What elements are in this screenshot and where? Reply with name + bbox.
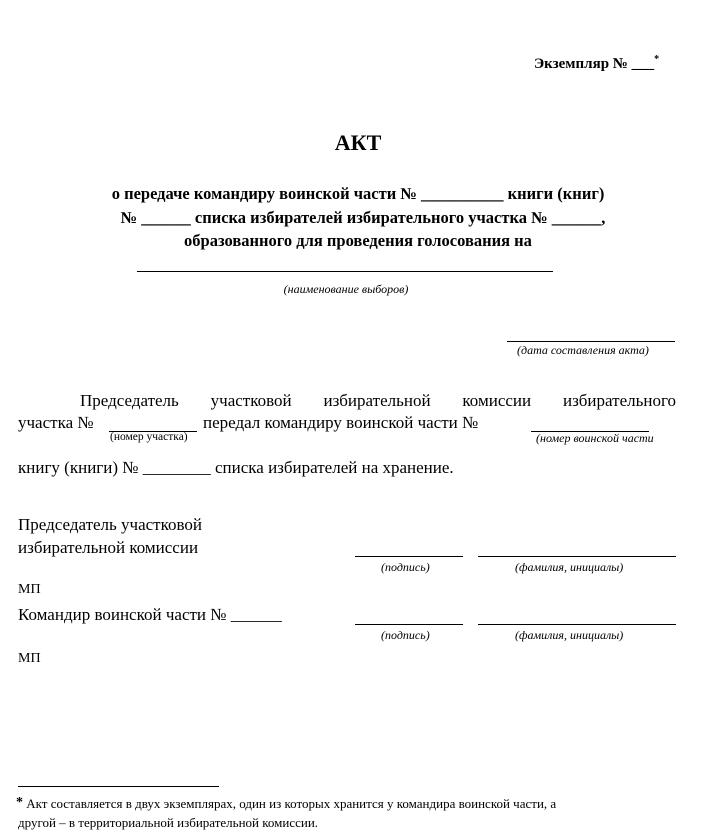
footnote-mark: *	[16, 795, 23, 810]
unit-number-caption: (номер воинской части	[536, 431, 654, 445]
footnote-separator	[18, 786, 219, 787]
commander-signature-line	[355, 624, 463, 625]
footnote-line-2: другой – в территориальной избирательной комиссии.	[18, 815, 319, 830]
elections-name-line	[137, 271, 553, 272]
stamp-place-2: МП	[18, 651, 41, 666]
subtitle-line-3: образованного для проведения голосования на	[184, 231, 532, 250]
date-caption: (дата составления акта)	[517, 343, 649, 357]
subtitle-line-1: о передаче командиру воинской части № __________ книги (книг)	[111, 184, 605, 203]
commander-name-caption: (фамилия, инициалы)	[515, 628, 624, 642]
date-line	[507, 341, 675, 342]
commander-signature-caption: (подпись)	[381, 628, 430, 642]
footnote-text-1: Акт составляется в двух экземплярах, один из которых хранится у командира воинской части, а	[26, 796, 557, 811]
copy-number-label: Экземпляр № ___	[534, 56, 655, 72]
paragraph-line-2-middle: передал командиру воинской части №	[203, 413, 479, 432]
chairman-signature-caption: (подпись)	[381, 560, 430, 574]
paragraph-line-2-start: участка №	[18, 413, 94, 432]
stamp-place-1: МП	[18, 582, 41, 597]
commander-name-line	[478, 624, 676, 625]
precinct-number-caption: (номер участка)	[110, 431, 188, 443]
copy-number-footnote-mark: *	[654, 54, 660, 65]
commander-label: Командир воинской части № ______	[18, 605, 282, 624]
copy-number	[534, 54, 659, 73]
chairman-signature-line	[355, 556, 463, 557]
elections-name-caption: (наименование выборов)	[283, 282, 409, 296]
chairman-name-caption: (фамилия, инициалы)	[515, 560, 624, 574]
subtitle-line-2: № ______ списка избирателей избирательного участка № ______,	[120, 208, 606, 227]
paragraph-line-3: книгу (книги) № ________ списка избирателей на хранение.	[18, 458, 454, 477]
document-title: АКТ	[334, 130, 382, 155]
chairman-name-line	[478, 556, 676, 557]
footnote-line-1	[16, 795, 556, 812]
paragraph-line-1: Председатель участковой избирательной комиссии избирательного	[80, 391, 676, 410]
chairman-label-line-1: Председатель участковой	[18, 515, 203, 534]
chairman-label-line-2: избирательной комиссии	[18, 538, 199, 557]
